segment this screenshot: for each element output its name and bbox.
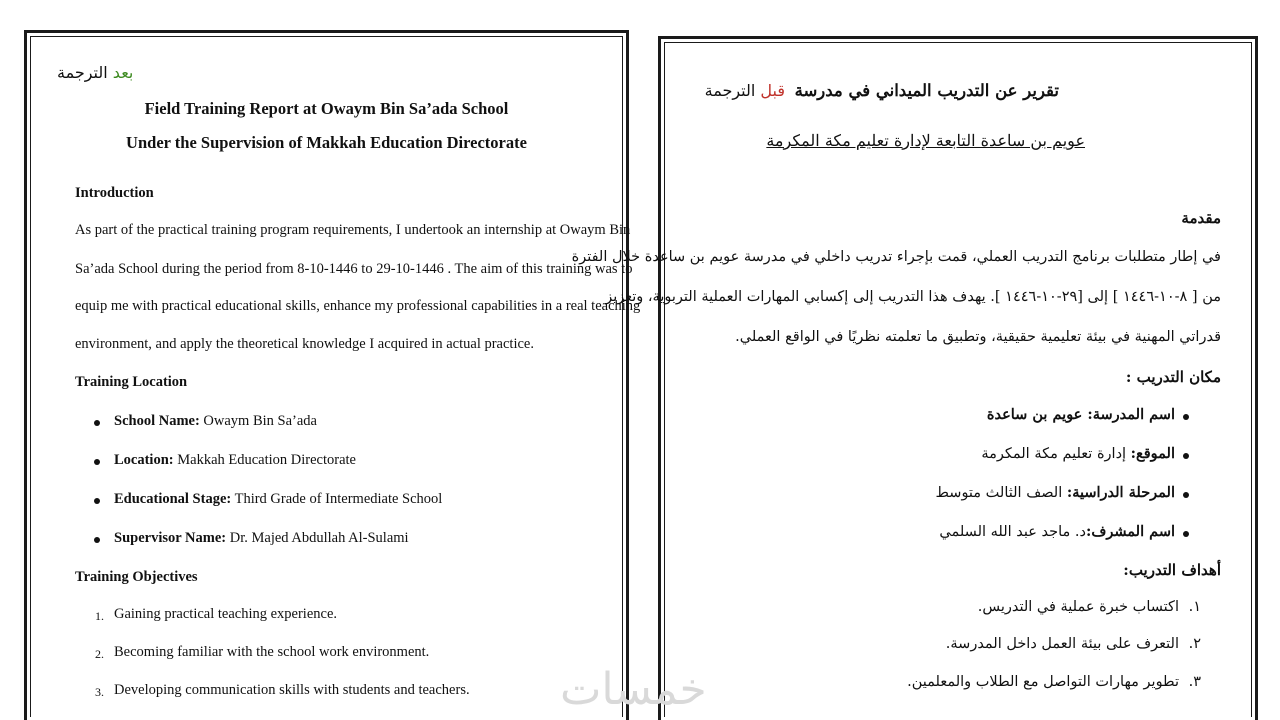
item-label: Location: [114,452,174,468]
bullet-icon [94,537,100,543]
intro-line: equip me with practical educational skills, enhance my professional capabilities in a real teaching [75,298,641,314]
location-item [114,491,442,508]
location-item [114,413,317,430]
item-label: الموقع: [1130,445,1175,462]
arabic-location-item [987,406,1175,423]
item-label: اسم المشرف: [1085,523,1175,540]
translation-word: الترجمة [704,81,756,100]
translation-word: الترجمة [57,63,108,82]
title-line-2: Under the Supervision of Makkah Education Directorate [126,133,527,152]
bullet-icon [94,459,100,465]
location-item [114,452,356,469]
bullet-icon [94,420,100,426]
objective-number: 3. [95,685,104,699]
location-heading: Training Location [75,374,188,390]
title-line-1: Field Training Report at Owaym Bin Sa’ada School [144,99,509,118]
bullet-icon [94,498,100,504]
item-label: اسم المدرسة: [1087,406,1175,423]
before-translation-label [705,81,785,100]
intro-line: As part of the practical training program requirements, I undertook an internship at Owaym Bin [75,222,631,238]
item-value: د. ماجد عبد الله السلمي [939,524,1086,540]
arabic-intro-heading: مقدمة [1181,209,1221,227]
after-translation-label [57,63,133,82]
item-label: Supervisor Name: [114,530,227,546]
item-label: School Name: [114,413,200,429]
before-word: قبل [760,81,785,100]
item-value: إدارة تعليم مكة المكرمة [981,446,1131,462]
location-item [114,530,409,547]
arabic-location-item [939,523,1175,540]
arabic-subtitle: عويم بن ساعدة التابعة لإدارة تعليم مكة المكرمة [766,131,1085,150]
intro-heading: Introduction [75,185,154,201]
objective-item: Gaining practical teaching experience. [114,606,338,622]
objective-item: Developing communication skills with students and teachers. [114,682,470,698]
intro-line: environment, and apply the theoretical knowledge I acquired in actual practice. [75,336,534,352]
arabic-objective-item: اكتساب خبرة عملية في التدريس. [977,599,1179,615]
item-value: Dr. Majed Abdullah Al-Sulami [226,530,409,546]
watermark: خمسات [560,664,707,715]
objective-item: Becoming familiar with the school work environment. [114,644,430,660]
item-value: الصف الثالث متوسط [935,485,1067,501]
item-value: Makkah Education Directorate [173,452,356,468]
bullet-icon [1183,414,1189,420]
objectives-heading: Training Objectives [75,569,198,585]
arabic-location-heading: مكان التدريب : [1125,368,1221,386]
arabic-intro-line: من [ ٨-١٠-١٤٤٦ ] إلى [٢٩-١٠-١٤٤٦ ]. يهدف هذا التدريب إلى إكسابي المهارات العملية التربوية، وتعزيز [605,289,1221,305]
intro-line: Sa’ada School during the period from 8-10-1446 to 29-10-1446 . The aim of this training was to [75,261,633,277]
arabic-location-item [936,484,1175,501]
arabic-objective-item: التعرف على بيئة العمل داخل المدرسة. [945,636,1179,652]
arabic-objective-item: تطوير مهارات التواصل مع الطلاب والمعلمين. [907,674,1179,690]
arabic-intro-line: في إطار متطلبات برنامج التدريب العملي، قمت بإجراء تدريب داخلي في مدرسة عويم بن ساعدة خلال الفترة [571,249,1221,265]
arabic-objectives-heading: أهداف التدريب: [1123,561,1221,579]
objective-number: 2. [95,647,104,661]
arabic-intro-line: قدراتي المهنية في بيئة تعليمية حقيقية، وتطبيق ما تعلمته نظريًا في الواقع العملي. [735,329,1221,345]
item-value: عويم بن ساعدة [986,406,1088,423]
after-word: بعد [112,63,134,82]
arabic-objective-number: ٣. [1188,674,1201,690]
bullet-icon [1183,531,1189,537]
arabic-objective-number: ١. [1188,599,1201,615]
item-label: المرحلة الدراسية: [1066,484,1175,501]
objective-number: 1. [95,609,104,623]
bullet-icon [1183,453,1189,459]
item-label: Educational Stage: [114,491,232,507]
arabic-objective-number: ٢. [1188,636,1201,652]
arabic-title: تقرير عن التدريب الميداني في مدرسة [794,81,1059,100]
bullet-icon [1183,492,1189,498]
item-value: Third Grade of Intermediate School [231,491,443,507]
arabic-location-item [981,445,1175,462]
item-value: Owaym Bin Sa’ada [199,413,317,429]
